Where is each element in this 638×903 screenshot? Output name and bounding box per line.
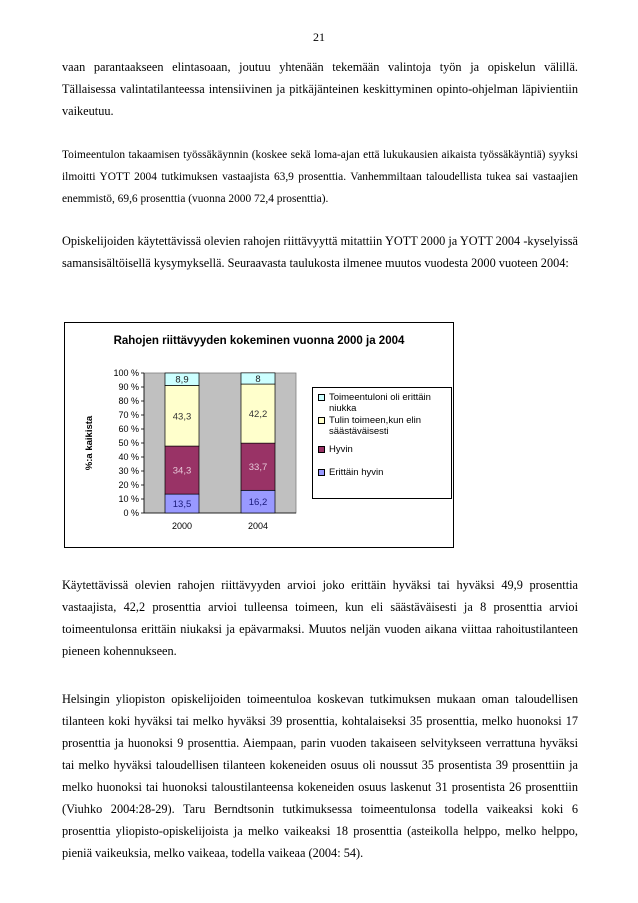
legend-swatch	[318, 394, 325, 401]
page-number: 21	[313, 30, 325, 44]
y-tick-label: 80 %	[118, 396, 139, 407]
y-tick-label: 50 %	[118, 438, 139, 449]
legend-swatch	[318, 446, 325, 453]
paragraph-1: vaan parantaakseen elintasoaan, joutuu yhtenään tekemään valintoja työn ja opiskelun välillä. Tällaisessa valintatilanteessa intensiivinen ja pitkäjänteinen keskittyminen opinto-ohjelman läpivientiin vaikeutuu.	[62, 60, 578, 118]
y-tick-label: 40 %	[118, 452, 139, 463]
y-tick-label: 30 %	[118, 466, 139, 477]
y-tick-label: 100 %	[113, 368, 139, 379]
legend-label: Toimeentuloni oli erittäin niukka	[329, 392, 431, 414]
bar-data-label: 8	[255, 373, 261, 385]
paragraph-2: Toimeentulon takaamisen työssäkäynnin (koskee sekä loma-ajan että lukukausien aikaista työssäkäyntiä) syyksi ilmoitti YOTT 2004 tutkimuksen vastaajista 63,9 prosenttia. Vanhemmiltaan taloudellista tukea sai vastaajien enemmistö, 69,6 prosenttia (vuonna 2000 72,4 prosenttia).	[62, 149, 578, 205]
y-tick-label: 20 %	[118, 480, 139, 491]
stacked-bar-chart	[64, 322, 454, 548]
y-tick-label: 90 %	[118, 382, 139, 393]
paragraph-4: Käytettävissä olevien rahojen riittävyyden arvioi joko erittäin hyväksi tai hyväksi 49,9 prosenttia vastaajista, 42,2 prosenttia arvioi tulleensa toimeen, kun eli säästäväisesti ja 8 prosenttia arvioi toimeentulonsa erittäin niukaksi ja epävarmaksi. Muutos neljän vuoden aikana viittaa rahoitustilanteen pieneen kohennukseen.	[62, 578, 578, 658]
bar-data-label: 34,3	[172, 465, 192, 477]
x-category-label: 2004	[247, 521, 269, 531]
legend-label: Hyvin	[329, 444, 353, 455]
y-tick-label: 10 %	[118, 494, 139, 505]
legend-swatch	[318, 469, 325, 476]
bar-data-label: 42,2	[248, 409, 268, 421]
bar-data-label: 8,9	[175, 374, 189, 386]
chart-legend	[312, 387, 452, 499]
y-tick-label: 70 %	[118, 410, 139, 421]
legend-swatch	[318, 417, 325, 424]
bar-data-label: 33,7	[248, 462, 268, 474]
y-axis-label: %:a kaikista	[84, 415, 95, 471]
bar-data-label: 43,3	[172, 411, 192, 423]
y-tick-label: 60 %	[118, 424, 139, 435]
paragraph-3: Opiskelijoiden käytettävissä olevien rahojen riittävyyttä mitattiin YOTT 2000 ja YOTT 2004 -kyselyissä samansisältöisellä kysymyksellä. Seuraavasta taulukosta ilmenee muutos vuodesta 2000 vuoteen 2004:	[62, 234, 578, 270]
y-tick-label: 0 %	[123, 508, 139, 519]
legend-label: Tulin toimeen,kun elin säästäväisesti	[329, 415, 422, 437]
chart-title: Rahojen riittävyyden kokeminen vuonna 2000 ja 2004	[113, 335, 405, 347]
bar-data-label: 16,2	[248, 497, 268, 509]
legend-label: Erittäin hyvin	[329, 467, 384, 478]
x-category-label: 2000	[171, 521, 193, 531]
paragraph-5: Helsingin yliopiston opiskelijoiden toimeentuloa koskevan tutkimuksen mukaan oman taloudellisen tilanteen koki hyväksi tai melko hyväksi 39 prosenttia, kohtalaiseksi 35 prosenttia, melko huonoksi 17 prosenttia ja huonoksi 9 prosenttia. Aiempaan, parin vuoden takaiseen selvitykseen verrattuna hyväksi tai melko hyväksi taloudellisen tilanteen kokeneiden osuus oli noussut 35 prosentista 39 prosenttiin ja melko huonoksi tai huonoksi taloustilanteensa kokeneiden osuus laskenut 31 prosentista 26 prosenttiin (Viuhko 2004:28-29). Taru Berndtsonin tutkimuksessa toimeentulonsa todella vaikeaksi koki 6 prosenttia yliopisto-opiskelijoista ja melko vaikeaksi 18 prosenttia (asteikolla helppo, melko helppo, pieniä vaikeuksia, melko vaikeaa, todella vaikeaa (2004: 54).	[62, 692, 578, 860]
bar-data-label: 13,5	[172, 499, 192, 511]
